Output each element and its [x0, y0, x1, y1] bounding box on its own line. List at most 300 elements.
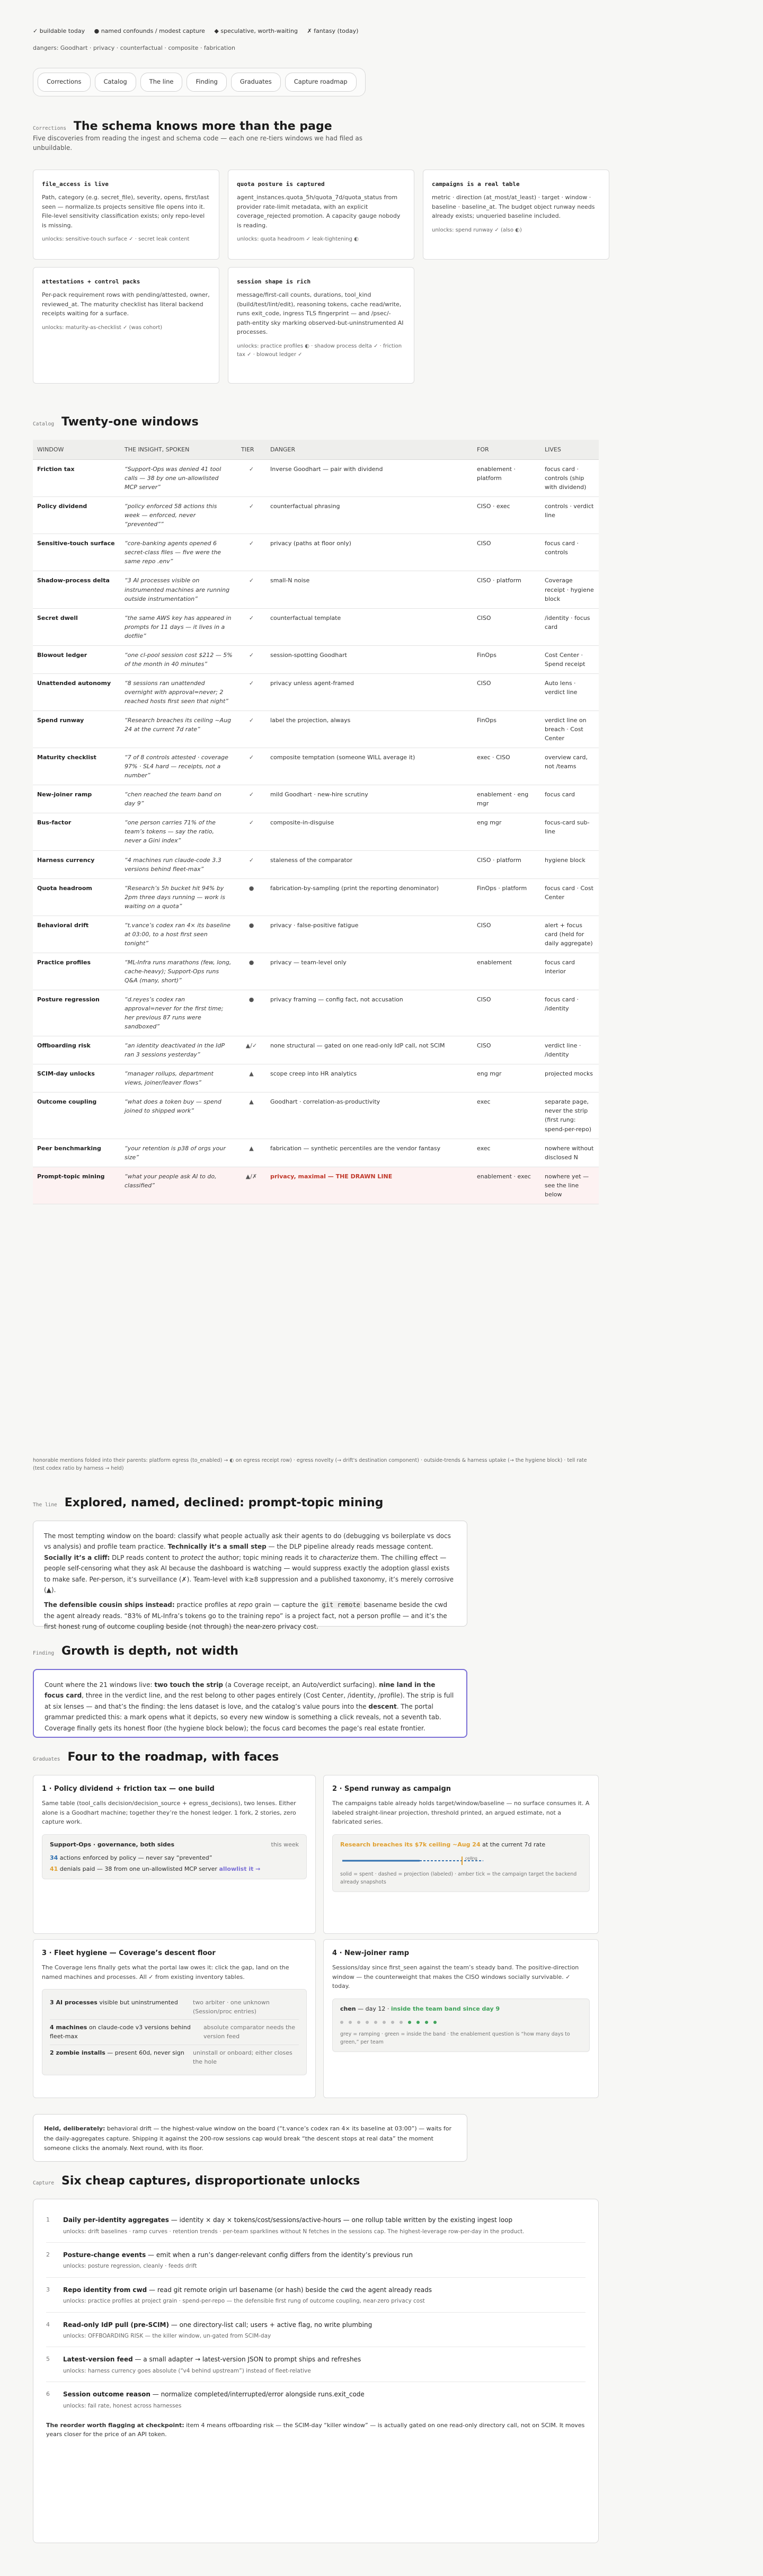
tier-cell: ✓: [237, 497, 266, 534]
windows-table: [33, 440, 599, 1204]
audience-cell: CISO: [473, 608, 540, 645]
emphasis: characterize: [319, 1553, 359, 1561]
lives-cell: /identity · focus card: [540, 608, 599, 645]
capture-roadmap-list: [33, 2199, 599, 2543]
tier-cell: ✓: [237, 608, 266, 645]
finding-box: [33, 1669, 467, 1738]
insight-cell: “what does a token buy — spend joined to shipped work”: [120, 1092, 237, 1139]
emphasis: Held, deliberately:: [44, 2125, 105, 2132]
graduate-card-policy-dividend: [33, 1775, 316, 1934]
card-title: 3 · Fleet hygiene — Coverage’s descent floor: [42, 1949, 216, 1957]
tier-cell: ✓: [237, 748, 266, 785]
danger-cell: counterfactual template: [266, 608, 473, 645]
roadmap-item: [46, 2382, 585, 2417]
card-unlocks: unlocks: quota headroom ✓ leak-tightening ◐: [237, 236, 359, 243]
insight-cell: “what your people ask AI to do, classified”: [120, 1167, 237, 1204]
section-tag: Finding: [33, 1650, 55, 1656]
audience-cell: CISO: [473, 916, 540, 953]
audience-cell: FinOps: [473, 645, 540, 673]
lives-cell: hygiene block: [540, 850, 599, 878]
section-title: Explored, named, declined: prompt-topic mining: [64, 1496, 384, 1509]
audience-cell: enablement: [473, 953, 540, 990]
card-body: The Coverage lens finally gets what the portal law owes it: click the gap, land on the named machines and processes. All ✓ from existing inventory tables.: [42, 1964, 289, 1980]
col-insight: THE INSIGHT, SPOKEN: [120, 440, 237, 460]
item-unlocks: unlocks: fail rate, honest across harnesses: [63, 2402, 182, 2409]
window-cell: Shadow-process delta: [33, 571, 120, 608]
tier-cell: ▲: [237, 1064, 266, 1092]
card-unlocks: unlocks: practice profiles ◐ · shadow process delta ✓ · friction tax ✓ · blowout ledger ✓: [237, 343, 402, 358]
text: item 4 means offboarding risk — the SCIM-day “killer window” — is actually gated on one read-only directory call, not on SCIM. It moves years closer for the price of an API token.: [46, 2422, 585, 2438]
theline-heading: [33, 1494, 383, 1512]
correction-card: [423, 170, 609, 260]
card-body: Sessions/day since first_seen against the team’s steady band. The positive-direction window — the counterweight that makes the CISO windows socially survivable. ✓ today.: [332, 1964, 579, 1990]
catalog-heading: [33, 413, 199, 431]
table-row[interactable]: [33, 850, 599, 878]
metric-value: 3 AI processes: [50, 1999, 97, 2006]
col-lives: LIVES: [540, 440, 599, 460]
lives-cell: nowhere yet — see the line below: [540, 1167, 599, 1204]
allowlist-link[interactable]: allowlist it →: [219, 1866, 261, 1873]
item-number: 3: [46, 2286, 50, 2293]
emphasis: Socially it’s a cliff:: [44, 1553, 110, 1561]
table-row[interactable]: [33, 1139, 599, 1167]
window-cell: New-joiner ramp: [33, 785, 120, 813]
card-body: Per-pack requirement rows with pending/attested, owner, reviewed_at. The maturity checklist has literal backend receipts waiting for a surface.: [42, 291, 210, 317]
window-cell: Blowout ledger: [33, 645, 120, 673]
mock-line: [50, 1853, 299, 1862]
mock-header: [50, 1840, 299, 1849]
hygiene-row[interactable]: [50, 1995, 299, 2020]
card-title: 1 · Policy dividend + friction tax — one build: [42, 1785, 215, 1793]
table-row[interactable]: [33, 608, 599, 645]
item-number: 6: [46, 2391, 50, 2398]
danger-cell: session-spotting Goodhart: [266, 645, 473, 673]
text: — one directory-list call; users + active flag, no write plumbing: [168, 2321, 372, 2329]
roadmap-heading: [33, 2172, 360, 2190]
section-title: Growth is depth, not width: [61, 1645, 238, 1658]
nav-finding[interactable]: Finding: [187, 73, 226, 92]
card-title: 4 · New-joiner ramp: [332, 1949, 410, 1957]
insight-cell: “the same AWS key has appeared in prompts for 11 days — it lives in a dotfile”: [120, 608, 237, 645]
roadmap-item: [46, 2313, 585, 2348]
text: Count where the 21 windows live:: [45, 1681, 155, 1689]
audience-cell: CISO: [473, 534, 540, 571]
window-cell: Peer benchmarking: [33, 1139, 120, 1167]
text: denials paid — 38 from one un-allowlisted MCP server: [58, 1866, 217, 1873]
item-unlocks: unlocks: OFFBOARDING RISK — the killer window, un-gated from SCIM-day: [63, 2333, 271, 2340]
correction-card: [33, 170, 219, 260]
insight-cell: “one person carries 71% of the team’s tokens — say the ratio, never a Gini index”: [120, 813, 237, 850]
danger-cell: fabrication-by-sampling (print the reporting denominator): [266, 878, 473, 916]
table-row[interactable]: [33, 571, 599, 608]
roadmap-footnote: [46, 2417, 585, 2439]
window-cell: Practice profiles: [33, 953, 120, 990]
tier-cell: ✓: [237, 460, 266, 497]
danger-cell: small-N noise: [266, 571, 473, 608]
corrections-heading: [33, 118, 332, 136]
text: visible but uninstrumented: [97, 1999, 178, 2006]
window-cell: Spend runway: [33, 710, 120, 748]
card-title: attestations + control packs: [42, 278, 140, 285]
nav-the-line[interactable]: The line: [140, 73, 183, 92]
danger-cell: label the projection, always: [266, 710, 473, 748]
tier-legend: [33, 26, 366, 35]
danger-cell: scope creep into HR analytics: [266, 1064, 473, 1092]
table-row[interactable]: [33, 1036, 599, 1064]
item-title: [63, 2390, 365, 2400]
insight-cell: “t.vance’s codex ran 4× its baseline at 03:00, to a host first seen tonight”: [120, 916, 237, 953]
emphasis: descent: [368, 1702, 397, 1710]
insight-cell: “Research breaches its ceiling ~Aug 24 at the current 7d rate”: [120, 710, 237, 748]
text: — the DLP pipeline already reads message content.: [266, 1543, 433, 1551]
insight-cell: “your retention is p38 of orgs your size”: [120, 1139, 237, 1167]
table-row[interactable]: [33, 645, 599, 673]
audience-cell: FinOps · platform: [473, 878, 540, 916]
text: DLP reads content to: [110, 1553, 181, 1561]
section-title: Six cheap captures, disproportionate unlocks: [61, 2174, 360, 2188]
table-row[interactable]: [33, 1167, 599, 1204]
lives-cell: Coverage receipt · hygiene block: [540, 571, 599, 608]
insight-cell: “Research’s 5h bucket hit 94% by 2pm three days running — work is waiting on a quota”: [120, 878, 237, 916]
nav-catalog[interactable]: Catalog: [95, 73, 136, 92]
table-row[interactable]: [33, 785, 599, 813]
card-body: agent_instances.quota_5h/quota_7d/quota_status from provider rate-limit metadata, with an explicit coverage_rejected promotion. A capacity gauge nobody is reading.: [237, 194, 401, 229]
graduate-card-spend-runway: [323, 1775, 599, 1934]
text: — a small adapter → latest-version JSON to prompt ships and refreshes: [132, 2356, 361, 2364]
section-tag: Corrections: [33, 126, 66, 131]
lives-cell: nowhere without disclosed N: [540, 1139, 599, 1167]
row-note: uninstall or onboard; either closes the hole: [193, 2049, 292, 2065]
legend-fantasy: ✗ fantasy (today): [307, 28, 359, 34]
audience-cell: enablement · exec: [473, 1167, 540, 1204]
card-unlocks: unlocks: spend runway ✓ (also ◐): [432, 227, 522, 233]
tier-cell: ✓: [237, 534, 266, 571]
mock-footnote: solid = spent · dashed = projection (labeled) · amber tick = the campaign target the backend already snapshots: [340, 1871, 577, 1885]
col-window: WINDOW: [33, 440, 120, 460]
text: at the current 7d rate: [480, 1841, 546, 1848]
danger-cell: composite temptation (someone WILL average it): [266, 748, 473, 785]
mock-line: [50, 1864, 299, 1873]
window-cell: Unattended autonomy: [33, 673, 120, 710]
emphasis: The reorder worth flagging at checkpoint:: [46, 2422, 184, 2429]
item-unlocks: unlocks: posture regression, cleanly · feeds drift: [63, 2263, 197, 2270]
legend-speculative: ◆ speculative, worth-waiting: [214, 28, 298, 34]
item-title: [63, 2215, 524, 2225]
text: — read git remote origin url basename (or hash) beside the cwd the agent already reads: [147, 2286, 432, 2294]
tier-cell: ✓: [237, 571, 266, 608]
nav-corrections[interactable]: Corrections: [38, 73, 91, 92]
insight-cell: “core-banking agents opened 6 secret-class files — five were the same repo .env”: [120, 534, 237, 571]
emphasis: Daily per-identity aggregates: [63, 2216, 169, 2224]
text: practice profiles at: [174, 1601, 238, 1609]
table-row[interactable]: [33, 813, 599, 850]
insight-cell: “manager rollups, department views, joiner/leaver flows”: [120, 1064, 237, 1092]
roadmap-item: [46, 2208, 585, 2243]
insight-cell: “d.reyes’s codex ran approval=never for the first time; her previous 87 runs were sandboxed”: [120, 990, 237, 1036]
window-cell: Quota headroom: [33, 878, 120, 916]
hygiene-row[interactable]: [50, 2020, 299, 2045]
metric-value: 2 zombie installs: [50, 2049, 105, 2056]
danger-cell: privacy framing — config fact, not accusation: [266, 990, 473, 1036]
item-unlocks: unlocks: practice profiles at project grain · spend-per-repo — the defensible first rung of outcome coupling, near-zero privacy cost: [63, 2298, 425, 2305]
emphasis: protect: [180, 1553, 204, 1561]
audience-cell: FinOps: [473, 710, 540, 748]
text: . The portal grammar predicted this: a mark opens what it depicts, so every new window is something a click reveals, not a seventh tab. Coverage finally gets its honest floor (the hygiene block below); the focus card becomes the page’s real estate frontier.: [45, 1702, 441, 1732]
card-title: campaigns is a real table: [432, 181, 520, 188]
window-cell: Posture regression: [33, 990, 120, 1036]
emphasis: Posture-change events: [63, 2251, 146, 2259]
lives-cell: focus card: [540, 785, 599, 813]
audience-cell: enablement · platform: [473, 460, 540, 497]
window-cell: Bus-factor: [33, 813, 120, 850]
danger-cell: Inverse Goodhart — pair with dividend: [266, 460, 473, 497]
table-row[interactable]: [33, 460, 599, 497]
emphasis: Latest-version feed: [63, 2356, 133, 2364]
legend-buildable: ✓ buildable today: [33, 28, 85, 34]
mock-title: Support-Ops · governance, both sides: [50, 1841, 175, 1848]
item-title: [63, 2250, 413, 2260]
tier-cell: ▲: [237, 1092, 266, 1139]
lives-cell: alert + focus card (held for daily aggregate): [540, 916, 599, 953]
mock-footnote: grey = ramping · green = inside the band · the enablement question is “how many days to green,” per team: [340, 2031, 570, 2045]
lives-cell: focus card · controls: [540, 534, 599, 571]
text: them. The chilling effect — people self-censoring what they ask AI because the dashboard is watching — would suppress exactly the adoption glassl exists to make safe. Per-person, it’s surveillance (✗). Team-level with k≥8 suppression and a published taxonomy, it’s merely corrosive (▲).: [44, 1553, 454, 1594]
card-body: The campaigns table already holds target/window/baseline — no surface consumes it. A labeled straight-linear projection, threshold printed, an argued estimate, not a fabricated series.: [332, 1800, 590, 1826]
insight-cell: “chen reached the team band on day 9”: [120, 785, 237, 813]
tier-cell: ✓: [237, 645, 266, 673]
item-unlocks: unlocks: harness currency goes absolute (“v4 behind upstream”) instead of fleet-relative: [63, 2368, 311, 2375]
danger-cell: Goodhart · correlation-as-productivity: [266, 1092, 473, 1139]
card-body: Same table (tool_calls decision/decision_source + egress_decisions), two lenses. Either alone is a Goodhart machine; together they’re the honest ledger. 1 fork, 2 stories, zero capture work.: [42, 1800, 296, 1826]
danger-cell: privacy (paths at floor only): [266, 534, 473, 571]
text: — identity × day × tokens/cost/sessions/active-hours — one rollup table written by the existing ingest loop: [168, 2216, 513, 2224]
mock-badge: this week: [271, 1841, 299, 1848]
text: (a Coverage receipt, an Auto/verdict surfacing).: [223, 1681, 379, 1689]
audience-cell: CISO · exec: [473, 497, 540, 534]
window-cell: Sensitive-touch surface: [33, 534, 120, 571]
graduate-card-new-joiner: [323, 1939, 599, 2098]
window-cell: Secret dwell: [33, 608, 120, 645]
table-row[interactable]: [33, 710, 599, 748]
audience-cell: CISO: [473, 990, 540, 1036]
danger-cell: counterfactual phrasing: [266, 497, 473, 534]
tier-cell: ✓: [237, 673, 266, 710]
item-title: [63, 2320, 372, 2330]
insight-cell: “policy enforced 58 actions this week — enforced, never “prevented””: [120, 497, 237, 534]
audience-cell: eng mgr: [473, 1064, 540, 1092]
audience-cell: CISO · platform: [473, 571, 540, 608]
text: — present 60d, never sign: [105, 2049, 184, 2056]
window-cell: Friction tax: [33, 460, 120, 497]
lives-cell: verdict line on breach · Cost Center: [540, 710, 599, 748]
card-body: message/first-call counts, durations, tool_kind (build/test/lint/edit), reasoning tokens, cache read/write, runs exit_code, ingress TLS fingerprint — and /psec/-path-entity sky marking observed-but-uninstrumented AI processes.: [237, 291, 404, 336]
insight-cell: “4 machines run claude-code 3.3 versions behind fleet-max”: [120, 850, 237, 878]
correction-card: [228, 267, 414, 384]
text: — day 12 ·: [356, 2005, 391, 2012]
the-line-paragraph: [44, 1531, 456, 1595]
audience-cell: CISO: [473, 1036, 540, 1064]
card-unlocks: unlocks: sensitive-touch surface ✓ · secret leak content: [42, 236, 190, 243]
tier-cell: ▲/✓: [237, 1036, 266, 1064]
danger-cell: none structural — gated on one read-only IdP call, not SCIM: [266, 1036, 473, 1064]
table-row[interactable]: [33, 673, 599, 710]
section-title: The schema knows more than the page: [73, 120, 332, 133]
row-note: absolute comparator needs the version feed: [203, 2024, 296, 2040]
hygiene-row[interactable]: [50, 2045, 299, 2069]
card-body: metric · direction (at_most/at_least) · target · window · baseline · baseline_at. The budget object runway needs already exists; unqueried baseline included.: [432, 194, 595, 220]
table-row[interactable]: [33, 748, 599, 785]
danger-cell: privacy — team-level only: [266, 953, 473, 990]
nav-capture-roadmap[interactable]: Capture roadmap: [285, 73, 357, 92]
window-cell: SCIM-day unlocks: [33, 1064, 120, 1092]
ramp-mock: [332, 1998, 590, 2053]
tier-cell: ●: [237, 916, 266, 953]
audience-cell: CISO: [473, 673, 540, 710]
text: actions enforced by policy — never say “prevented”: [58, 1854, 212, 1861]
danger-cell: privacy unless agent-framed: [266, 673, 473, 710]
metric-value: 41: [50, 1866, 58, 1873]
item-title: [63, 2285, 432, 2295]
tier-cell: ✓: [237, 850, 266, 878]
table-row[interactable]: [33, 1064, 599, 1092]
band-status: inside the team band since day 9: [391, 2005, 500, 2012]
window-cell: Prompt-topic mining: [33, 1167, 120, 1204]
insight-cell: “8 sessions ran unattended overnight with approval=never; 2 reached hosts first seen that night”: [120, 673, 237, 710]
text: , three in the verdict line, and the rest belong to other pages entirely (Cost Center, /identity, /profile). The strip is full at six lenses — and that’s the finding: the lens dataset is love, and the catalog’s value pours into the: [45, 1692, 454, 1710]
text: basename beside the cwd the agent already reads. “83% of ML-Infra’s tokens go to the training repo” is a project fact, not a person profile — and it’s the first honest rung of outcome coupling beside (not through) the near-zero privacy cost.: [44, 1601, 447, 1631]
lives-cell: Auto lens · verdict line: [540, 673, 599, 710]
runway-mock: [332, 1834, 590, 1893]
mock-header: [340, 1840, 582, 1849]
item-title: [63, 2355, 361, 2365]
graduate-card-fleet-hygiene: [33, 1939, 316, 2098]
emphasis: Repo identity from cwd: [63, 2286, 147, 2294]
lives-cell: focus-card sub-line: [540, 813, 599, 850]
text: The most tempting window on the board: classify what people actually ask their agents to do (debugging vs boilerplate vs docs vs analysis) and profile team practice.: [44, 1532, 451, 1551]
table-row[interactable]: [33, 1092, 599, 1139]
table-row[interactable]: [33, 953, 599, 990]
insight-cell: “7 of 8 controls attested · coverage 97% · SL4 hard — receipts, not a number”: [120, 748, 237, 785]
section-tag: The line: [33, 1502, 57, 1508]
col-tier: TIER: [237, 440, 266, 460]
section-title: Twenty-one windows: [61, 415, 199, 429]
section-title: Four to the roadmap, with faces: [67, 1751, 279, 1764]
tier-cell: ✓: [237, 813, 266, 850]
hygiene-mock: [42, 1989, 307, 2075]
table-row[interactable]: [33, 534, 599, 571]
section-tag: Graduates: [33, 1756, 60, 1762]
text: grain — capture the: [252, 1601, 321, 1609]
emphasis: Session outcome reason: [63, 2391, 150, 2399]
danger-cell: mild Goodhart · new-hire scrutiny: [266, 785, 473, 813]
audience-cell: eng mgr: [473, 813, 540, 850]
ceiling-label: ceiling: [465, 1855, 477, 1861]
finding-paragraph: [45, 1680, 456, 1734]
window-cell: Policy dividend: [33, 497, 120, 534]
insight-cell: “ML-Infra runs marathons (few, long, cache-heavy); Support-Ops runs Q&A (many, short)”: [120, 953, 237, 990]
item-number: 1: [46, 2216, 50, 2223]
table-header-row: [33, 440, 599, 460]
section-tag: Catalog: [33, 421, 55, 427]
window-cell: Harness currency: [33, 850, 120, 878]
insight-cell: “Support-Ops was denied 41 tool calls — 38 by one un-allowlisted MCP server”: [120, 460, 237, 497]
metric-value: 34: [50, 1854, 58, 1861]
tier-cell: ●: [237, 990, 266, 1036]
section-tag: Capture: [33, 2180, 55, 2186]
text: the author; topic mining reads it to: [203, 1553, 320, 1561]
col-for: FOR: [473, 440, 540, 460]
roadmap-item: [46, 2243, 585, 2278]
audience-cell: exec: [473, 1139, 540, 1167]
window-cell: Outcome coupling: [33, 1092, 120, 1139]
table-row[interactable]: [33, 878, 599, 916]
window-cell: Maturity checklist: [33, 748, 120, 785]
table-row[interactable]: [33, 497, 599, 534]
nav-graduates[interactable]: Graduates: [231, 73, 281, 92]
graduates-heading: [33, 1748, 279, 1766]
section-nav: [33, 68, 366, 96]
text: — emit when a run’s danger-relevant config differs from the identity’s previous run: [146, 2251, 413, 2259]
item-number: 2: [46, 2251, 50, 2258]
lives-cell: focus card · Cost Center: [540, 878, 599, 916]
legend-modest: ● named confounds / modest capture: [94, 28, 205, 34]
row-note: two arbiter · one unknown (Session/proc entries): [193, 1999, 270, 2015]
corrections-lede: Five discoveries from reading the ingest and schema code — each one re-tiers windows we had filed as unbuildable.: [33, 135, 363, 152]
table-row[interactable]: [33, 916, 599, 953]
audience-cell: exec: [473, 1092, 540, 1139]
card-title: session shape is rich: [237, 278, 311, 285]
danger-cell: privacy · false-positive fatigue: [266, 916, 473, 953]
ramp-dots: [340, 2018, 582, 2027]
emphasis: two touch the strip: [154, 1681, 224, 1689]
item-unlocks: unlocks: drift baselines · ramp curves · retention trends · per-team sparklines without N fetches in the sessions cap. The highest-leverage row-per-day in the product.: [63, 2228, 525, 2235]
emphasis: Technically it’s a small step: [167, 1543, 267, 1551]
lives-cell: controls · verdict line: [540, 497, 599, 534]
tier-cell: ▲: [237, 1139, 266, 1167]
governance-mock: [42, 1834, 307, 1879]
identity-name: chen: [340, 2005, 356, 2012]
runway-bar: [340, 1854, 499, 1865]
metric-value: 4 machines: [50, 2024, 87, 2031]
window-cell: Offboarding risk: [33, 1036, 120, 1064]
lives-cell: separate page, never the strip (first rung: spend-per-repo): [540, 1092, 599, 1139]
table-row[interactable]: [33, 990, 599, 1036]
danger-cell: privacy, maximal — THE DRAWN LINE: [266, 1167, 473, 1204]
card-body: Path, category (e.g. secret_file), severity, opens, first/last seen — normalize.ts projects sensitive file opens into it. File-level sensitivity classification exists; only repo-level is missing.: [42, 194, 209, 229]
code-snippet: git remote: [321, 1601, 362, 1609]
lives-cell: focus card · /identity: [540, 990, 599, 1036]
lives-cell: projected mocks: [540, 1064, 599, 1092]
finding-heading: [33, 1642, 238, 1660]
danger-legend: dangers: Goodhart · privacy · counterfactual · composite · fabrication: [33, 45, 235, 51]
insight-cell: “3 AI processes visible on instrumented machines are running outside instrumentation”: [120, 571, 237, 608]
the-line-box: [33, 1521, 467, 1631]
tier-cell: ✓: [237, 785, 266, 813]
text: — normalize completed/interrupted/error alongside runs.exit_code: [150, 2391, 365, 2399]
card-title: quota posture is captured: [237, 181, 325, 188]
tier-cell: ▲/✗: [237, 1167, 266, 1204]
lives-cell: focus card · controls (ship with dividend): [540, 460, 599, 497]
correction-card: [33, 267, 219, 384]
tier-cell: ●: [237, 878, 266, 916]
text: on claude-code v3 versions behind fleet-max: [50, 2024, 191, 2040]
lives-cell: verdict line · /identity: [540, 1036, 599, 1064]
audience-cell: enablement · eng mgr: [473, 785, 540, 813]
mock-header: [340, 2004, 582, 2013]
card-unlocks: unlocks: maturity-as-checklist ✓ (was cohort): [42, 324, 163, 331]
emphasis: nine land in the focus card: [45, 1681, 436, 1700]
catalog-footnote: honorable mentions folded into their parents: platform egress (to_enabled) → ◐ on egress receipt row) · egress novelty (→ drift's destination component) · outside-trends & harness uptake (→ the hygiene block) · tell rate (test codex ratio by harness → held): [33, 1458, 587, 1471]
